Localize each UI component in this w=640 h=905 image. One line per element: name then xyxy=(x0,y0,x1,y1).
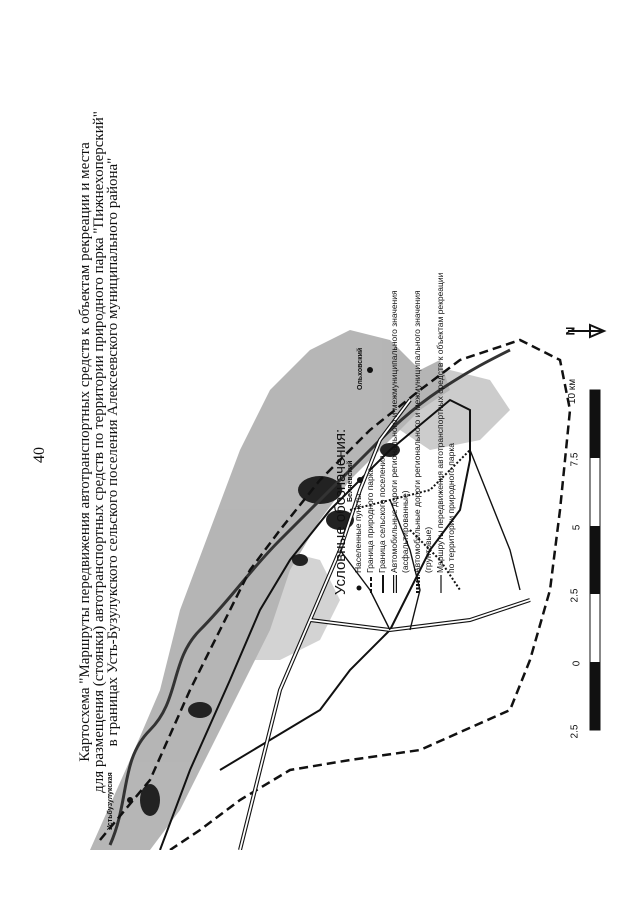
hatched-line-icon xyxy=(412,573,423,595)
scale-segment xyxy=(590,390,600,458)
legend-item-settlements: Населенные пункты xyxy=(353,265,364,595)
place-label-belyaevsky: Беляевский xyxy=(347,460,354,502)
solid-line-icon xyxy=(377,573,388,595)
legend-item-settlement-boundary: Граница сельского поселения xyxy=(377,265,388,595)
page-number: 40 xyxy=(31,447,48,463)
double-line-icon xyxy=(389,573,400,595)
title-line-1: Картосхема "Маршруты передвижения автотранспортных средств к объектам рекреации и места xyxy=(77,142,93,762)
legend-title: Условные обозначения: xyxy=(332,428,349,595)
legend-item-routes: Маршруты передвижения автотранспортных средств к объектам рекреации по территории природного парка xyxy=(435,265,457,595)
legend-item-park-boundary: Граница природного парка xyxy=(365,265,376,595)
scale-tick-minus-2-5: 2.5 xyxy=(569,724,581,739)
scale-segment xyxy=(590,526,600,594)
title-line-2: для размещения (стоянки) автотранспортных средств по территории природного парка "Пижнехоперский" xyxy=(91,111,107,793)
settlement-dot xyxy=(127,797,133,803)
thin-line-icon xyxy=(435,573,446,595)
dot-icon xyxy=(353,573,364,595)
north-label: N xyxy=(563,326,578,336)
scale-tick-0: 0 xyxy=(571,660,583,667)
scale-bar xyxy=(560,380,632,740)
title-line-3: в границах Усть-Бузулукского сельского поселения Алексеевского муниципального района" xyxy=(105,157,121,747)
scale-segment xyxy=(590,662,600,730)
dashed-line-icon xyxy=(365,573,376,595)
scale-tick-7-5: 7.5 xyxy=(569,452,581,467)
scale-tick-5: 5 xyxy=(571,524,583,531)
scale-tick-10km: 10 км xyxy=(567,378,579,405)
north-arrow xyxy=(560,306,610,356)
legend-item-dirt-roads: Автомобильные дороги регионального и межмуниципального значения (грунтовые) xyxy=(412,265,434,595)
legend-item-paved-roads: Автомобильные дороги регионального и межмуниципального значения (асфальтированные) xyxy=(389,265,411,595)
place-label-ustbuzulukskaya: Устьбузулукская xyxy=(107,772,114,830)
place-label-olkhovsky: Ольховский xyxy=(357,347,364,390)
scale-tick-2-5: 2.5 xyxy=(569,588,581,603)
legend xyxy=(332,265,462,595)
